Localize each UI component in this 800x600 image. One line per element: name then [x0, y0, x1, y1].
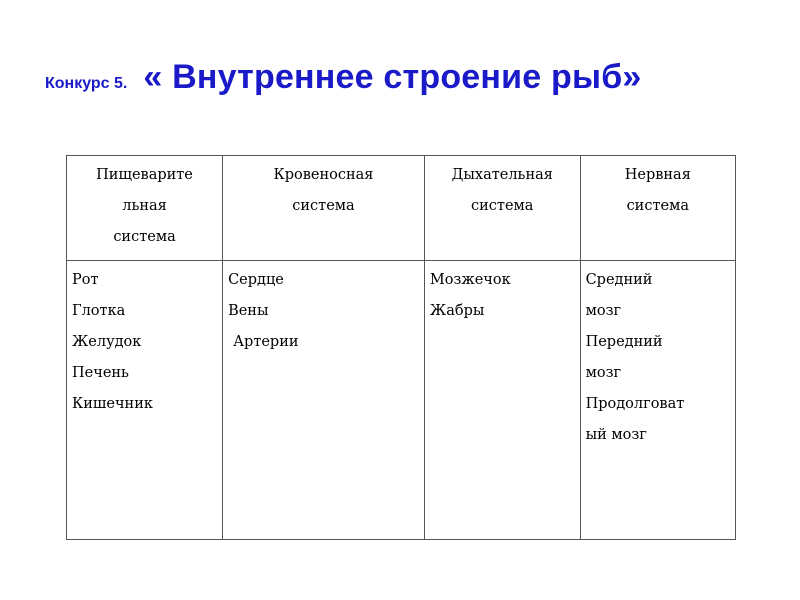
organ-item: Вены: [228, 303, 269, 319]
header-circulatory-system: [223, 156, 425, 261]
header-line: система: [626, 198, 689, 214]
organ-item: Передний: [585, 334, 663, 350]
header-nervous-system: [580, 156, 735, 261]
page-title: « Внутреннее строение рыб»: [143, 58, 642, 96]
header-digestive-system: [67, 156, 223, 261]
header-respiratory-system: [424, 156, 580, 261]
header-line: система: [292, 198, 355, 214]
header-line: Дыхательная: [451, 167, 553, 183]
header-line: льная: [122, 198, 167, 214]
cell-circulatory-organs: [223, 261, 425, 540]
cell-digestive-organs: [67, 261, 223, 540]
organ-item: Продолговат: [585, 396, 685, 412]
cell-nervous-organs: [580, 261, 735, 540]
header-line: Кровеносная: [273, 167, 374, 183]
organ-item: мозг: [585, 365, 622, 381]
organ-item: Желудок: [72, 334, 142, 350]
organ-item: Сердце: [228, 272, 284, 288]
organ-item: Печень: [72, 365, 129, 381]
header-line: система: [471, 198, 534, 214]
table-body-row: [67, 261, 736, 540]
slide-title-row: [45, 58, 642, 97]
organ-item: Мозжечок: [429, 272, 511, 288]
organ-item: Жабры: [429, 303, 485, 319]
organ-item: Артерии: [233, 334, 299, 350]
cell-respiratory-organs: [424, 261, 580, 540]
header-line: Пищеварите: [96, 167, 193, 183]
header-line: система: [113, 229, 176, 245]
organ-item: Кишечник: [72, 396, 153, 412]
organ-item: Средний: [585, 272, 653, 288]
table-header-row: [67, 156, 736, 261]
fish-anatomy-table: [66, 155, 736, 540]
contest-label: Конкурс 5.: [45, 75, 128, 92]
organ-item: Рот: [72, 272, 99, 288]
organ-item: Глотка: [72, 303, 126, 319]
header-line: Нервная: [624, 167, 691, 183]
organ-item: ый мозг: [585, 427, 647, 443]
organ-item: мозг: [585, 303, 622, 319]
